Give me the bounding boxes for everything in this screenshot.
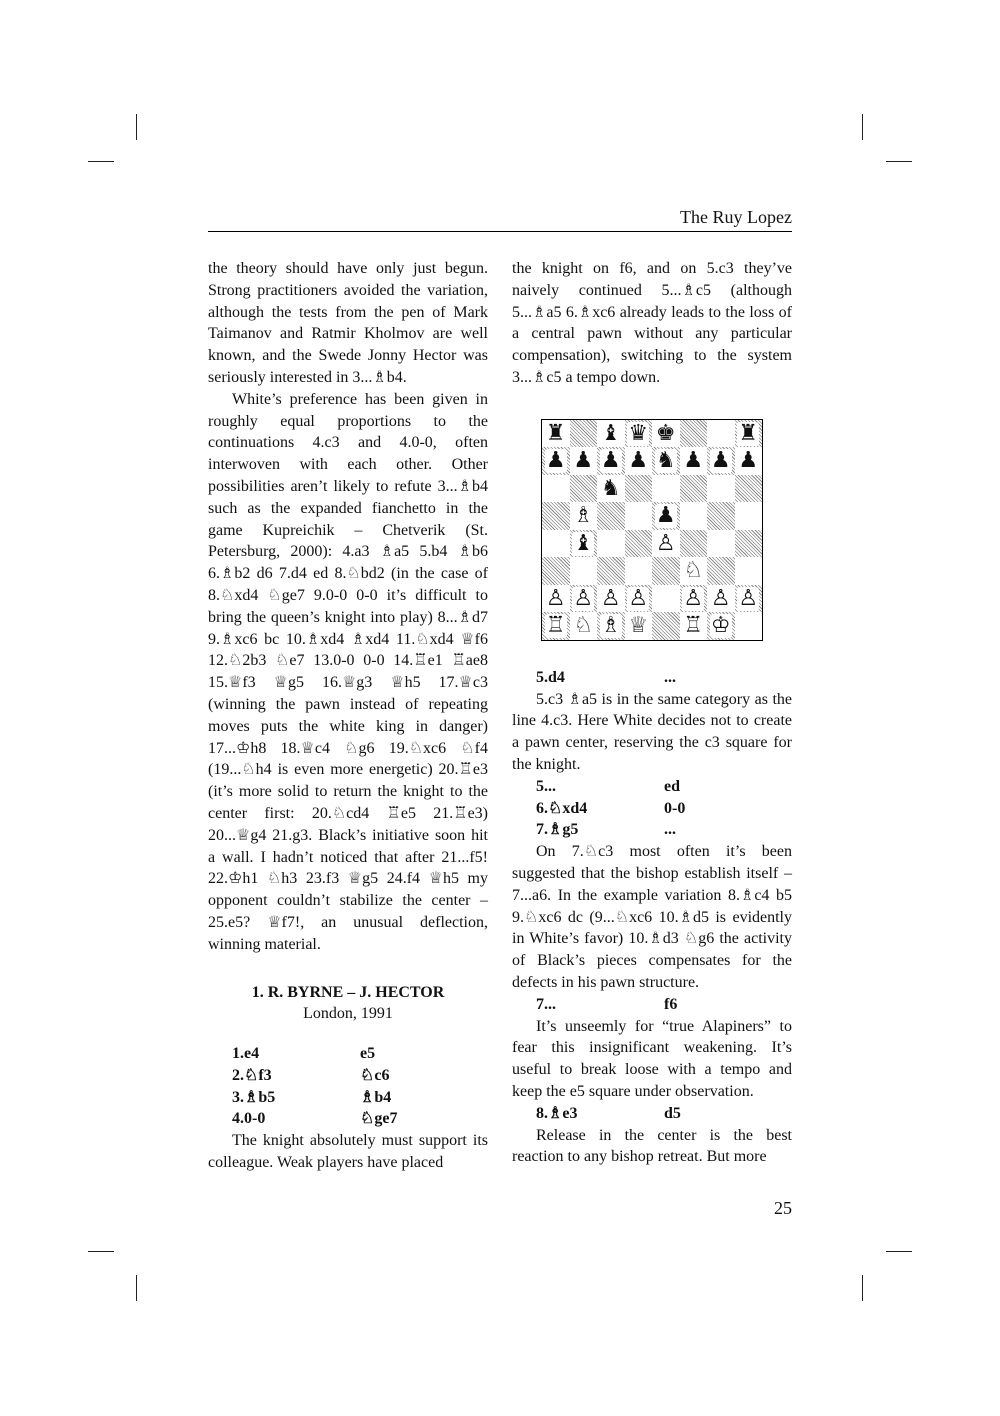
- board-square: [707, 502, 735, 530]
- chess-piece: ♙: [655, 530, 676, 556]
- crop-mark: [862, 1275, 863, 1301]
- board-square: [707, 447, 735, 475]
- paragraph: Release in the center is the best reaction to any bishop retreat. But more: [512, 1126, 792, 1166]
- crop-mark: [886, 161, 912, 162]
- chess-piece: ♔: [710, 613, 731, 639]
- chess-board: [541, 419, 763, 641]
- board-square: [570, 585, 598, 613]
- crop-mark: [136, 1275, 137, 1301]
- board-square: [735, 420, 763, 448]
- move-row: [512, 819, 792, 841]
- board-square: [542, 612, 570, 640]
- move-row: [512, 667, 792, 689]
- board-square: [597, 447, 625, 475]
- board-square: [652, 530, 680, 558]
- move-row: [232, 1043, 488, 1065]
- chess-piece: ♟: [573, 448, 594, 474]
- crop-mark: [88, 1251, 114, 1252]
- board-square: [735, 557, 763, 585]
- running-head: The Ruy Lopez: [680, 207, 792, 227]
- board-square: [680, 530, 708, 558]
- board-square: [597, 502, 625, 530]
- board-square: [625, 585, 653, 613]
- board-square: [707, 530, 735, 558]
- board-square: [597, 420, 625, 448]
- black-move: f6: [664, 995, 678, 1013]
- crop-mark: [886, 1251, 912, 1252]
- board-square: [542, 502, 570, 530]
- paragraph: the theory should have only just begun. Strong practitioners avoided the variation, although the tests from the pen of Mark Taimanov and Ratmir Kholmov are well known, and the Swede Jonny Hector was seriously interested in 3...♗b4.: [208, 260, 488, 386]
- chess-piece: ♟: [683, 448, 704, 474]
- chess-piece: ♞: [655, 448, 676, 474]
- board-square: [652, 585, 680, 613]
- game-title: 1. R. BYRNE – J. HECTOR: [251, 983, 445, 1001]
- move-list: [232, 1043, 488, 1130]
- paragraph: 5.c3 ♗a5 is in the same category as the line 4.c3. Here White decides not to create a pawn center, reserving the c3 square for the knight.: [512, 690, 792, 773]
- paragraph: White’s preference has been given in roughly equal proportions to the continuations 4.c3 and 4.0-0, often interwoven with each other. Other possibilities aren’t likely to refute 3...♗b4 such as the expanded fianchetto in the game Kupreichik – Chetverik (St. Petersburg, 2000): 4.a3 ♗a5 5.b4 ♗b6 6.♗b2 d6 7.d4 ed 8.♘bd2 (in the case of 8.♘xd4 ♘ge7 9.0-0 0-0 it’s difficult to bring the queen’s knight into play) 8...♗d7 9.♗xc6 bc 10.♗xd4 ♗xd4 11.♘xd4 ♕f6 12.♘2b3 ♘e7 13.0-0 0-0 14.♖e1 ♖ae8 15.♕f3 ♕g5 16.♕g3 ♕h5 17.♕c3 (winning the pawn instead of repeating moves puts the white king in danger) 17...♔h8 18.♕c4 ♘g6 19.♘xc6 ♘f4 (19...♘h4 is even more energetic) 20.♖e3 (it’s more solid to return the knight to the center first: 20.♘cd4 ♖e5 21.♖e3) 20...♕g4 21.g3. Black’s initiative soon hit a wall. I hadn’t noticed that after 21...f5! 22.♔h1 ♘h3 23.f3 ♕g5 24.f4 ♕h5 my opponent couldn’t stabilize the center – 25.e5? ♕f7!, an unusual deflection, winning material.: [208, 390, 488, 953]
- chess-piece: ♕: [628, 613, 649, 639]
- board-square: [597, 475, 625, 503]
- black-move: ♘ge7: [360, 1110, 398, 1128]
- board-square: [707, 475, 735, 503]
- board-square: [542, 420, 570, 448]
- board-square: [707, 420, 735, 448]
- chess-piece: ♝: [573, 530, 594, 556]
- white-move: 4.0-0: [232, 1110, 266, 1128]
- page-number: 25: [774, 1198, 792, 1218]
- white-move: 3.♗b5: [232, 1088, 276, 1106]
- chess-piece: ♙: [573, 585, 594, 611]
- board-square: [735, 530, 763, 558]
- chess-piece: ♗: [573, 503, 594, 529]
- board-square: [680, 585, 708, 613]
- board-square: [707, 585, 735, 613]
- white-move: 5...: [536, 777, 556, 795]
- move-row: [512, 1103, 792, 1125]
- chess-piece: ♟: [600, 448, 621, 474]
- crop-mark: [88, 161, 114, 162]
- board-square: [625, 557, 653, 585]
- right-column: [512, 258, 792, 1168]
- board-square: [625, 530, 653, 558]
- chess-piece: ♟: [710, 448, 731, 474]
- white-move: 7.♗g5: [536, 821, 579, 839]
- left-column: [208, 258, 488, 1174]
- chess-piece: ♟: [655, 503, 676, 529]
- black-move: e5: [360, 1045, 376, 1063]
- black-move: d5: [664, 1104, 681, 1122]
- move-row: [512, 994, 792, 1016]
- crop-mark: [136, 114, 137, 140]
- chess-piece: ♚: [655, 420, 676, 446]
- chess-piece: ♙: [600, 585, 621, 611]
- chess-piece: ♙: [628, 585, 649, 611]
- board-grid: [542, 420, 762, 640]
- board-square: [735, 502, 763, 530]
- black-move: ...: [664, 668, 676, 686]
- board-square: [597, 585, 625, 613]
- board-square: [625, 420, 653, 448]
- board-square: [570, 612, 598, 640]
- board-square: [597, 530, 625, 558]
- board-square: [542, 585, 570, 613]
- board-square: [597, 612, 625, 640]
- chess-piece: ♗: [600, 613, 621, 639]
- board-square: [570, 475, 598, 503]
- white-move: 6.♘xd4: [536, 799, 588, 817]
- board-square: [735, 447, 763, 475]
- board-square: [735, 475, 763, 503]
- move-row: [232, 1087, 488, 1109]
- board-square: [625, 447, 653, 475]
- chess-piece: ♟: [545, 448, 566, 474]
- board-square: [652, 447, 680, 475]
- chess-piece: ♛: [628, 420, 649, 446]
- paragraph: It’s unseemly for “true Alapiners” to fear this insignificant weakening. It’s useful to break loose with a tempo and keep the e5 square under observation.: [512, 1017, 792, 1100]
- move-row: [512, 798, 792, 820]
- board-square: [652, 557, 680, 585]
- board-square: [542, 557, 570, 585]
- board-square: [542, 530, 570, 558]
- black-move: ...: [664, 821, 676, 839]
- white-move: 2.♘f3: [232, 1066, 272, 1084]
- chess-piece: ♙: [683, 585, 704, 611]
- board-square: [680, 475, 708, 503]
- black-move: ♘c6: [360, 1066, 390, 1084]
- board-square: [542, 475, 570, 503]
- move-row: [232, 1065, 488, 1087]
- black-move: ♗b4: [360, 1088, 392, 1106]
- board-square: [542, 447, 570, 475]
- paragraph: The knight absolutely must support its colleague. Weak players have placed: [208, 1132, 488, 1172]
- chess-piece: ♜: [545, 420, 566, 446]
- chess-piece: ♞: [600, 475, 621, 501]
- chess-piece: ♟: [628, 448, 649, 474]
- board-square: [570, 502, 598, 530]
- white-move: 8.♗e3: [536, 1104, 578, 1122]
- white-move: 1.e4: [232, 1045, 260, 1063]
- white-move: 7...: [536, 995, 556, 1013]
- board-square: [707, 612, 735, 640]
- board-square: [735, 585, 763, 613]
- board-square: [625, 475, 653, 503]
- board-square: [652, 420, 680, 448]
- chess-piece: ♙: [710, 585, 731, 611]
- chess-piece: ♖: [683, 613, 704, 639]
- board-square: [652, 612, 680, 640]
- board-square: [652, 502, 680, 530]
- chess-piece: ♙: [738, 585, 759, 611]
- board-square: [680, 502, 708, 530]
- board-square: [707, 557, 735, 585]
- board-square: [652, 475, 680, 503]
- move-row: [232, 1108, 488, 1130]
- header-rule: [208, 231, 792, 232]
- crop-mark: [862, 114, 863, 140]
- board-square: [570, 447, 598, 475]
- board-square: [625, 502, 653, 530]
- game-place: London, 1991: [303, 1005, 393, 1023]
- board-square: [597, 557, 625, 585]
- board-square: [570, 420, 598, 448]
- board-square: [735, 612, 763, 640]
- chess-piece: ♘: [573, 613, 594, 639]
- paragraph: On 7.♘c3 most often it’s been suggested that the bishop establish itself – 7...a6. In the example variation 8.♗c4 b5 9.♘xc6 dc (9...♘xc6 10.♗d5 is evidently in White’s favor) 10.♗d3 ♘g6 the activity of Black’s pieces compensates for the defects in his pawn structure.: [512, 843, 792, 991]
- board-square: [625, 612, 653, 640]
- black-move: 0-0: [664, 799, 686, 817]
- move-row: [512, 776, 792, 798]
- board-square: [570, 530, 598, 558]
- chess-piece: ♙: [545, 585, 566, 611]
- board-square: [680, 557, 708, 585]
- board-square: [680, 612, 708, 640]
- board-square: [680, 447, 708, 475]
- white-move: 5.d4: [536, 668, 565, 686]
- chess-piece: ♟: [738, 448, 759, 474]
- chess-piece: ♜: [738, 420, 759, 446]
- board-square: [570, 557, 598, 585]
- chess-piece: ♝: [600, 420, 621, 446]
- black-move: ed: [664, 777, 680, 795]
- board-square: [680, 420, 708, 448]
- game-header: [208, 982, 488, 1026]
- chess-piece: ♘: [683, 558, 704, 584]
- chess-piece: ♖: [545, 613, 566, 639]
- paragraph: the knight on f6, and on 5.c3 they’ve naively continued 5...♗c5 (although 5...♗a5 6.♗xc6 already leads to the loss of a central pawn without any particular compensation), switching to the system 3...♗c5 a tempo down.: [512, 260, 792, 386]
